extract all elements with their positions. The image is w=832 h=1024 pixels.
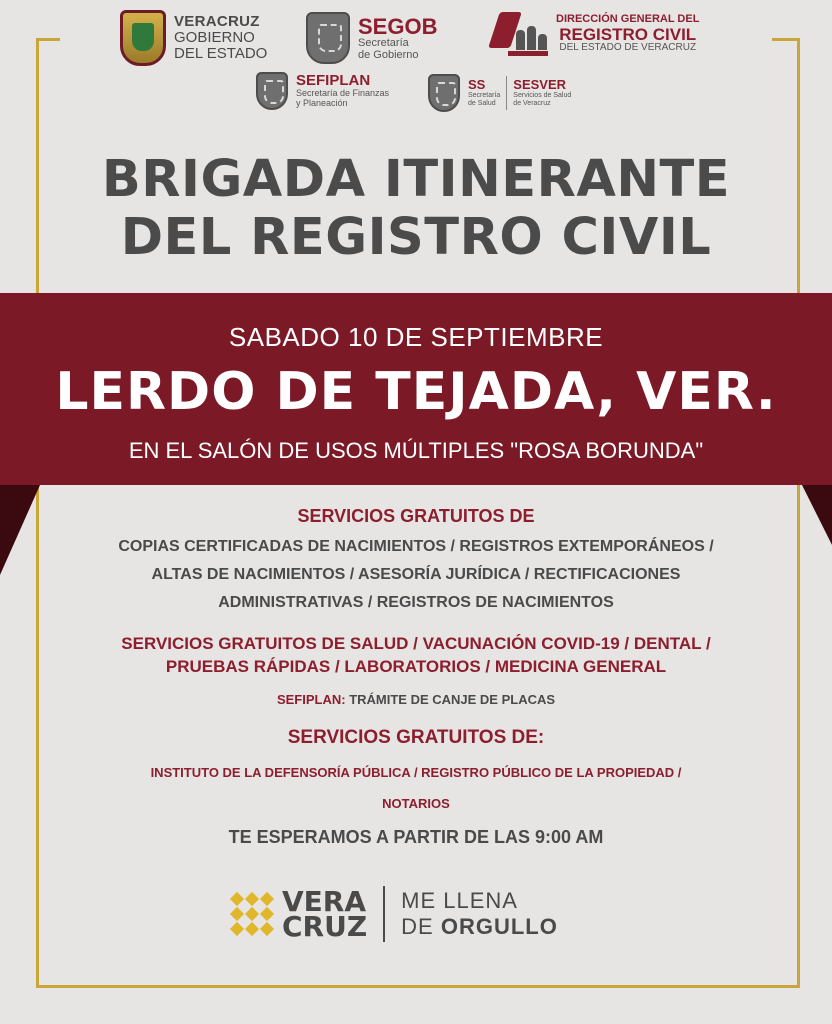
sefiplan-service-text: TRÁMITE DE CANJE DE PLACAS [345, 692, 556, 707]
logo-ss-sub2: de Salud [468, 99, 496, 107]
ss-sesver-logo [428, 74, 571, 112]
veracruz-pattern-icon [230, 892, 274, 936]
brand-tagline-2 [401, 914, 558, 940]
sefiplan-service [0, 692, 832, 707]
brand-tagline-prefix: DE [401, 914, 441, 939]
logo-veracruz-line1: VERACRUZ [174, 13, 260, 31]
logo-sesver-sub2: de Veracruz [513, 99, 551, 107]
veracruz-brand-logo [230, 886, 558, 942]
logo-veracruz-line3: DEL ESTADO [174, 44, 268, 62]
legal-services-line: INSTITUTO DE LA DEFENSORÍA PÚBLICA / REGISTRO PÚBLICO DE LA PROPIEDAD / [150, 765, 682, 780]
main-title-line2: DEL REGISTRO CIVIL [120, 208, 712, 267]
logo-rc-line1: DIRECCIÓN GENERAL DEL [556, 13, 700, 26]
logo-ss-sub1: Secretaría [468, 92, 501, 100]
logo-rc-line3: DEL ESTADO DE VERACRUZ [559, 42, 697, 54]
veracruz-coat-of-arms-icon [120, 10, 166, 66]
services-heading: SERVICIOS GRATUITOS DE [297, 506, 535, 526]
state-seal-icon [256, 72, 288, 110]
logo-sefiplan-sub2: y Planeación [296, 97, 348, 108]
event-location: LERDO DE TEJADA, VER. [55, 362, 777, 422]
services-list-line: COPIAS CERTIFICADAS DE NACIMIENTOS / REGISTROS EXTEMPORÁNEOS / [118, 538, 714, 555]
logo-segob-name: SEGOB [358, 13, 438, 39]
logo-rc-line2: REGISTRO CIVIL [559, 24, 697, 44]
brand-tagline-1: ME LLENA [401, 887, 518, 913]
services-list-line: ADMINISTRATIVAS / REGISTROS DE NACIMIENTOS [218, 594, 614, 611]
health-services-line: PRUEBAS RÁPIDAS / LABORATORIOS / MEDICINA GENERAL [165, 657, 667, 676]
brand-divider [383, 886, 385, 942]
state-seal-icon [306, 12, 350, 64]
brand-tagline-bold: ORGULLO [440, 914, 558, 939]
logo-divider [506, 76, 507, 110]
sefiplan-logo [256, 72, 389, 110]
logo-sesver-name: SESVER [513, 77, 567, 93]
segob-logo [306, 12, 437, 64]
state-seal-icon [428, 74, 460, 112]
brand-word-2: CRUZ [282, 910, 368, 943]
logo-sesver-sub1: Servicios de Salud [513, 92, 572, 100]
legal-services-line: NOTARIOS [382, 796, 450, 811]
main-title-line1: BRIGADA ITINERANTE [101, 150, 731, 209]
health-services-line: SERVICIOS GRATUITOS DE SALUD / VACUNACIÓN COVID-19 / DENTAL / [121, 634, 711, 653]
logo-segob-sub2: de Gobierno [358, 48, 419, 61]
event-venue: EN EL SALÓN DE USOS MÚLTIPLES "ROSA BORUNDA" [128, 438, 704, 463]
logo-segob-sub1: Secretaría [358, 37, 409, 49]
logo-veracruz-line2: GOBIERNO [174, 29, 255, 47]
schedule-text: TE ESPERAMOS A PARTIR DE LAS 9:00 AM [228, 827, 604, 847]
registro-civil-logo [494, 12, 699, 56]
logo-ss-name: SS [468, 77, 486, 93]
sefiplan-service-label: SEFIPLAN: [276, 692, 346, 707]
services-heading-2: SERVICIOS GRATUITOS DE: [287, 727, 545, 748]
logo-sefiplan-name: SEFIPLAN [296, 72, 371, 90]
veracruz-government-logo [120, 10, 267, 66]
brand-word-1: VERA [282, 884, 367, 918]
event-date: SABADO 10 DE SEPTIEMBRE [228, 322, 604, 352]
logo-sefiplan-sub1: Secretaría de Finanzas [296, 87, 390, 98]
banner-fold-left [0, 485, 40, 575]
registro-civil-family-icon [494, 12, 548, 56]
services-list-line: ALTAS DE NACIMIENTOS / ASESORÍA JURÍDICA / RECTIFICACIONES [151, 566, 681, 583]
